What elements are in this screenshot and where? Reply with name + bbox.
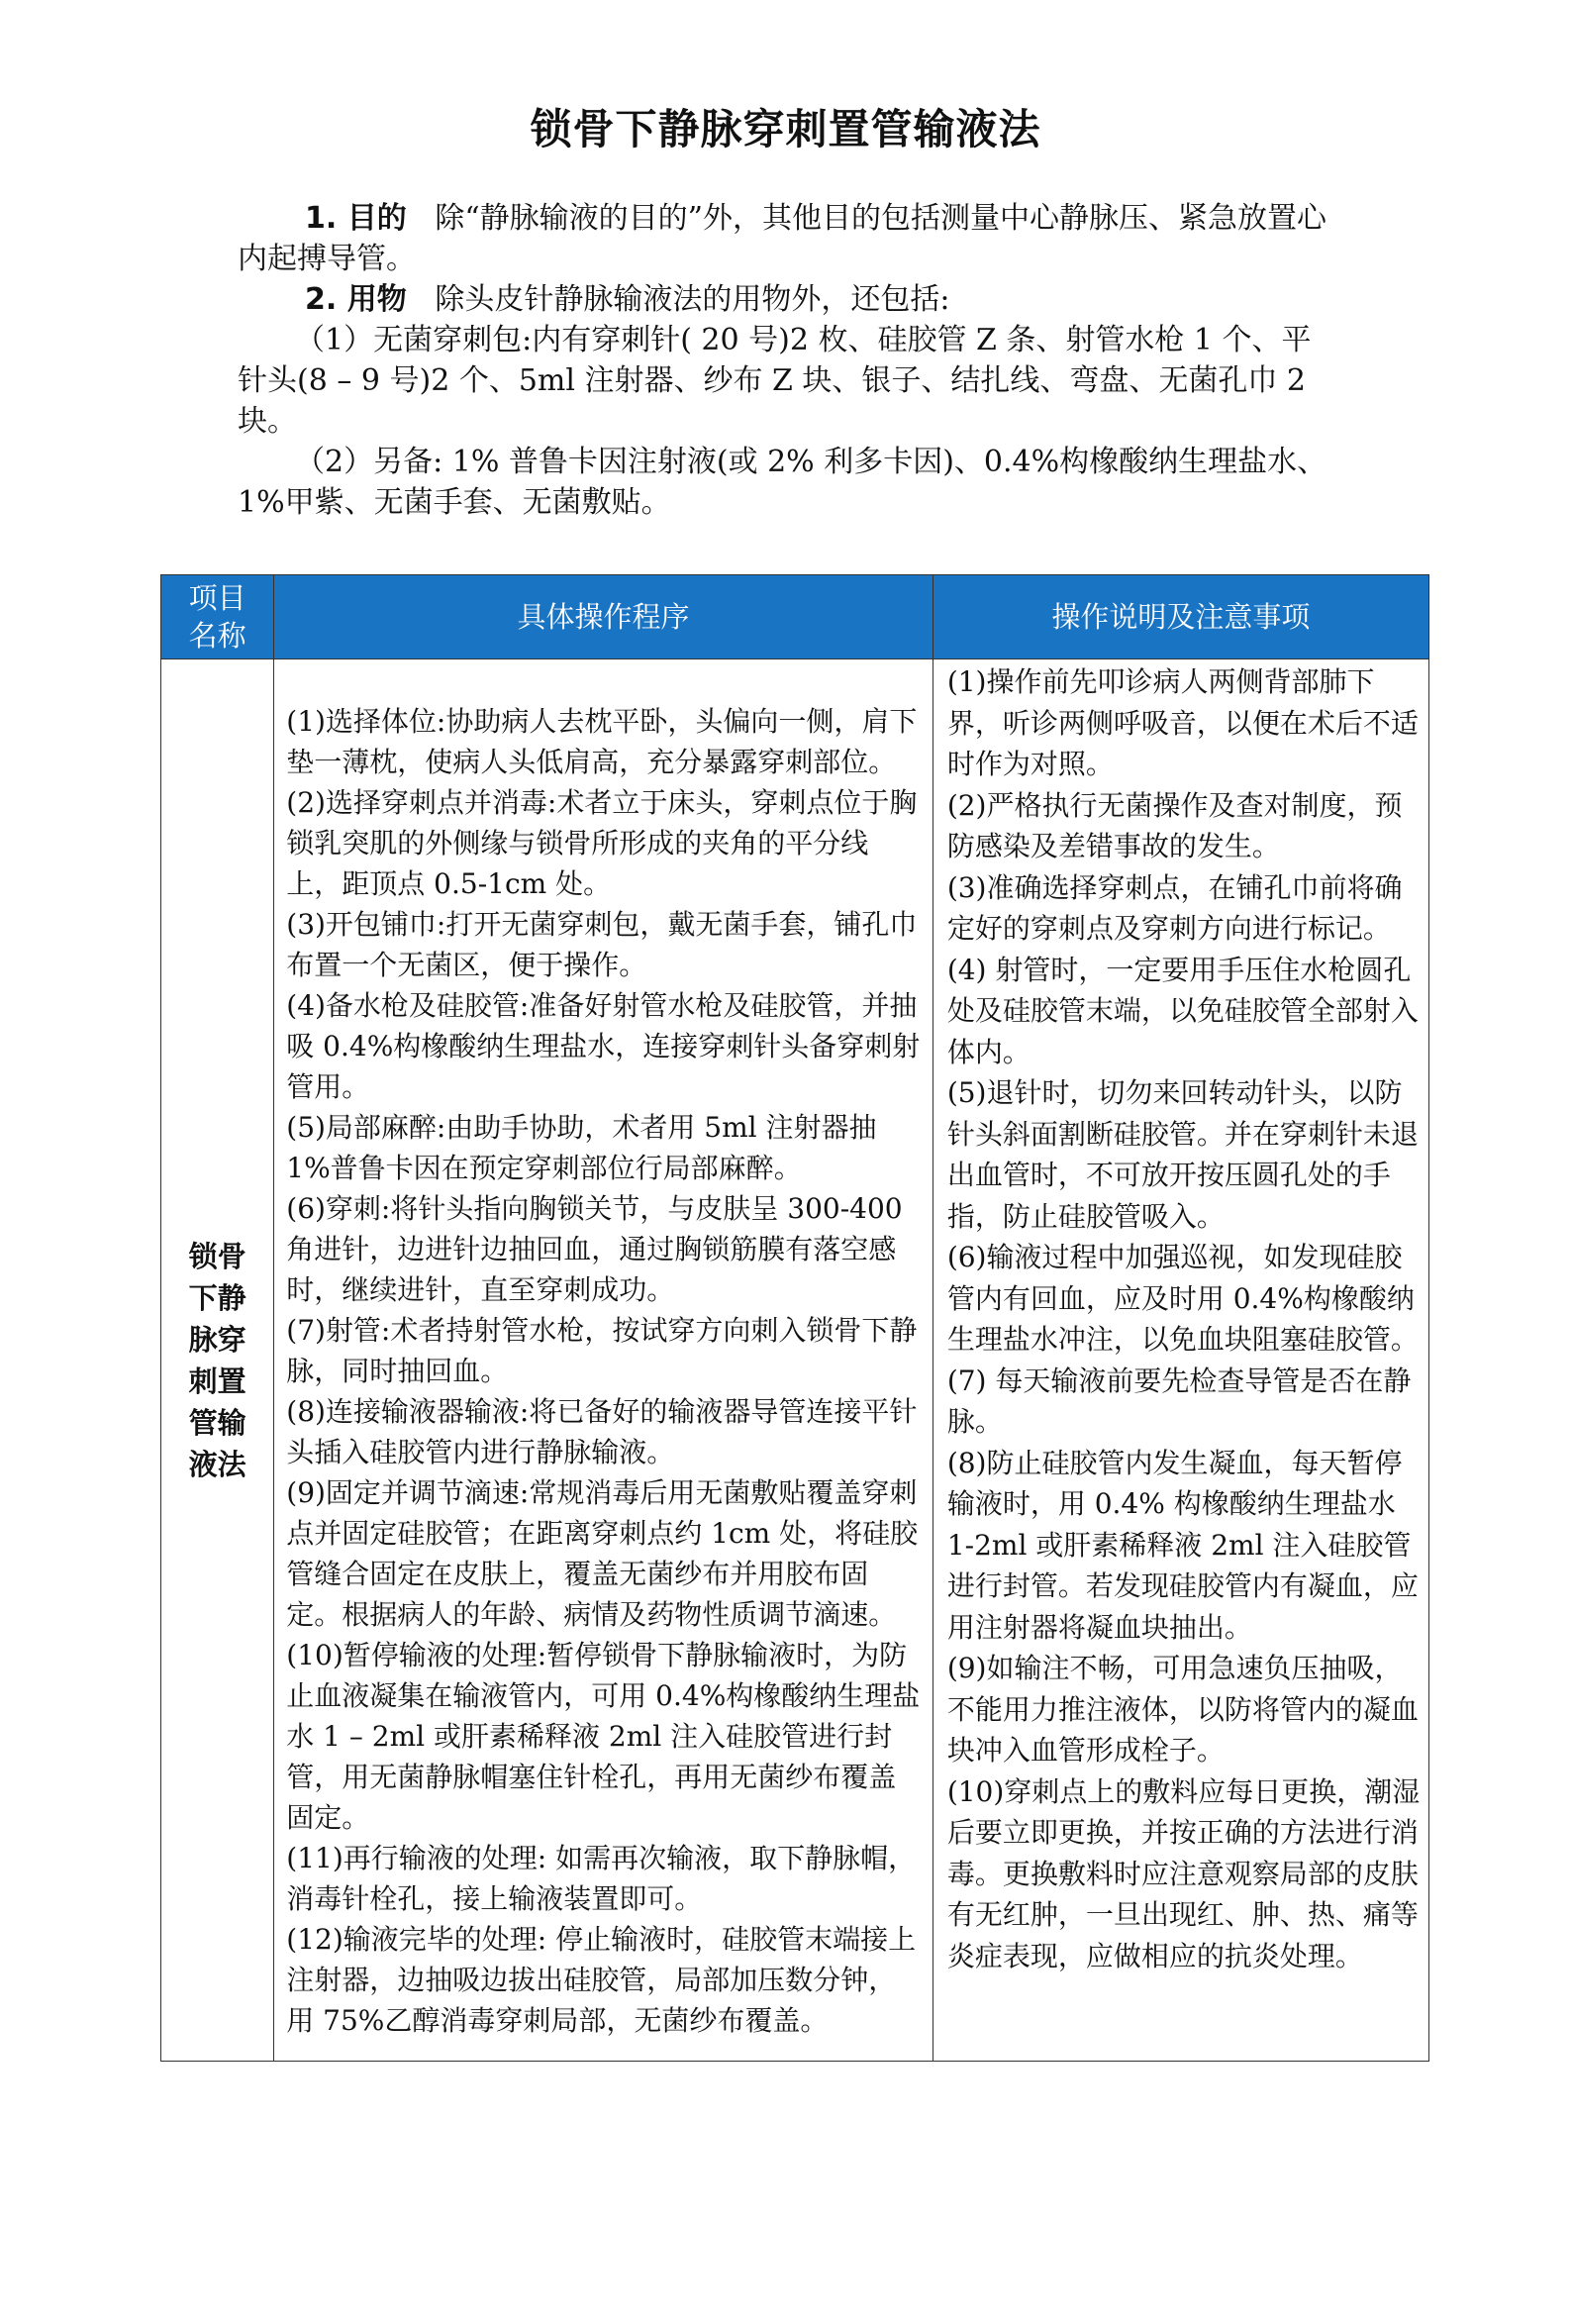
procedure-step: (10)暂停输液的处理:暂停锁骨下静脉输液时，为防止血液凝集在输液管内，可用 0.4%构橡酸纳生理盐水 1 – 2ml 或肝素稀释液 2ml 注入硅胶管进行封管，用无菌静脉帽塞住针栓孔，再用无菌纱布覆盖固定。 <box>286 1639 921 1834</box>
note-item: (5)退针时，切勿来回转动针头，以防针头斜面割断硅胶管。并在穿刺针未退出血管时，不可放开按压圆孔处的手指，防止硅胶管吸入。 <box>946 1076 1419 1233</box>
header-notes: 操作说明及注意事项 <box>933 575 1428 659</box>
supplies-label: 2. 用物 <box>305 282 407 317</box>
note-item: (4) 射管时，一定要用手压住水枪圆孔处及硅胶管末端，以免硅胶管全部射入体内。 <box>946 953 1419 1068</box>
purpose-label: 1. 目的 <box>305 201 407 236</box>
purpose-text: 除“静脉输液的目的”外，其他目的包括测量中心静脉压、紧急放置心内起搏导管。 <box>238 201 1327 276</box>
note-item: (8)防止硅胶管内发生凝血，每天暂停输液时，用 0.4% 构橡酸纳生理盐水 1-2ml 或肝素稀释液 2ml 注入硅胶管进行封管。若发现硅胶管内有凝血，应用注射器将凝血块抽出。 <box>946 1446 1419 1644</box>
intro-section <box>238 198 1336 523</box>
supplies-item-1: （1）无菌穿刺包:内有穿刺针( 20 号)2 枚、硅胶管 Z 条、射管水枪 1 个、平针头(8 – 9 号)2 个、5ml 注射器、纱布 Z 块、银子、结扎线、弯盘、无菌孔巾 2 块。 <box>238 323 1312 439</box>
item-name: 锁骨下静脉穿刺置管输液法 <box>188 1239 246 1481</box>
note-item: (2)严格执行无菌操作及查对制度，预防感染及差错事故的发生。 <box>946 788 1403 862</box>
notes-cell <box>933 659 1428 2062</box>
procedure-step: (7)射管:术者持射管水枪，按试穿方向刺入锁骨下静脉，同时抽回血。 <box>286 1314 918 1387</box>
note-item: (7) 每天输液前要先检查导管是否在静脉。 <box>946 1364 1412 1438</box>
table-header-row <box>161 575 1429 659</box>
supplies-paragraph <box>238 279 1336 320</box>
procedure-step: (9)固定并调节滴速:常规消毒后用无菌敷贴覆盖穿刺点并固定硅胶管；在距离穿刺点约 1cm 处，将硅胶管缝合固定在皮肤上，覆盖无菌纱布并用胶布固定。根据病人的年龄、病情及药物性质调节滴速。 <box>286 1476 919 1631</box>
supplies-item-2: （2）另备: 1% 普鲁卡因注射液(或 2% 利多卡因)、0.4%构橡酸纳生理盐水、1%甲紫、无菌手套、无菌敷贴。 <box>238 445 1327 520</box>
supplies-text: 除头皮针静脉输液法的用物外，还包括: <box>435 282 950 317</box>
note-item: (9)如输注不畅，可用急速负压抽吸，不能用力推注液体，以防将管内的凝血块冲入血管形成栓子。 <box>946 1652 1419 1767</box>
procedure-cell <box>274 659 933 2062</box>
procedure-table <box>160 574 1429 2062</box>
note-item: (3)准确选择穿刺点，在铺孔巾前将确定好的穿刺点及穿刺方向进行标记。 <box>946 870 1403 945</box>
purpose-paragraph <box>238 198 1336 279</box>
note-item: (10)穿刺点上的敷料应每日更换，潮湿后要立即更换，并按正确的方法进行消毒。更换敷料时应注意观察局部的皮肤有无红肿，一旦出现红、肿、热、痛等炎症表现，应做相应的抗炎处理。 <box>946 1774 1421 1972</box>
page-title: 锁骨下静脉穿刺置管输液法 <box>530 105 1041 153</box>
procedure-step: (3)开包铺巾:打开无菌穿刺包，戴无菌手套，铺孔巾布置一个无菌区，便于操作。 <box>286 908 918 981</box>
table-row <box>161 659 1429 2062</box>
procedure-step: (4)备水枪及硅胶管:准备好射管水枪及硅胶管，并抽吸 0.4%构橡酸纳生理盐水，连接穿刺针头备穿刺射管用。 <box>286 989 921 1103</box>
procedure-step: (1)选择体位:协助病人去枕平卧，头偏向一侧，肩下垫一薄枕，使病人头低肩高，充分暴露穿刺部位。 <box>286 705 918 778</box>
procedure-step: (12)输液完毕的处理: 停止输液时，硅胶管末端接上注射器，边抽吸边拔出硅胶管，局部加压数分钟，用 75%乙醇消毒穿刺局部，无菌纱布覆盖。 <box>286 1923 917 2037</box>
item-name-cell <box>161 659 274 2062</box>
procedure-step: (8)连接输液器输液:将已备好的输液器导管连接平针头插入硅胶管内进行静脉输液。 <box>286 1395 918 1468</box>
header-procedure: 具体操作程序 <box>274 575 933 659</box>
procedure-step: (5)局部麻醉:由助手协助，术者用 5ml 注射器抽 1%普鲁卡因在预定穿刺部位行局部麻醉。 <box>286 1111 877 1184</box>
procedure-step: (11)再行输液的处理: 如需再次输液，取下静脉帽，消毒针栓孔，接上输液装置即可。 <box>286 1842 917 1915</box>
procedure-step: (6)穿刺:将针头指向胸锁关节，与皮肤呈 300-400 角进针，边进针边抽回血，通过胸锁筋膜有落空感时，继续进针，直至穿刺成功。 <box>286 1192 903 1306</box>
note-item: (6)输液过程中加强巡视，如发现硅胶管内有回血，应及时用 0.4%构橡酸纳生理盐水冲注，以免血块阻塞硅胶管。 <box>946 1241 1419 1356</box>
header-item-name: 项目名称 <box>161 575 274 659</box>
note-item: (1)操作前先叩诊病人两侧背部肺下界，听诊两侧呼吸音，以便在术后不适时作为对照。 <box>946 665 1419 780</box>
procedure-step: (2)选择穿刺点并消毒:术者立于床头，穿刺点位于胸锁乳突肌的外侧缘与锁骨所形成的夹角的平分线上，距顶点 0.5-1cm 处。 <box>286 786 918 900</box>
